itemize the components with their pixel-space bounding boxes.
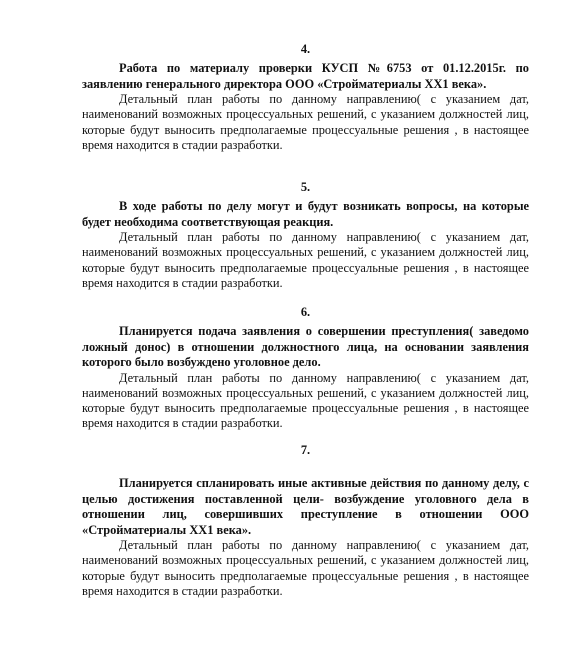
section-4 xyxy=(82,42,529,153)
section-heading: Работа по материалу проверки КУСП №6753 от 01.12.2015г. по заявлению генерального директора ООО «Стройматериалы XX1 века». xyxy=(82,61,529,91)
section-number: 5. xyxy=(300,180,311,194)
section-6 xyxy=(82,305,529,432)
section-heading: Планируется подача заявления о совершении преступления( заведомо ложный донос) в отношении должностного лица, на основании заявления которого было возбуждено уголовное дело. xyxy=(82,324,529,369)
section-5 xyxy=(82,180,529,291)
section-number: 4. xyxy=(300,42,311,56)
section-heading: Планируется спланировать иные активные действия по данному делу, с целью достижения поставленной цели- возбуждение уголовного дела в отношении лиц, совершивших преступление в отношении ООО «Стройматериалы XX1 века». xyxy=(82,476,529,537)
section-number: 7. xyxy=(300,443,311,457)
section-body: Детальный план работы по данному направлению( с указанием дат, наименований возможных процессуальных решений, с указанием должностей лиц, которые будут выносить предполагаемые процессуальные решения , в настоящее время находится в стадии разработки. xyxy=(82,538,529,598)
section-7 xyxy=(82,443,529,599)
section-number: 6. xyxy=(300,305,311,319)
section-body: Детальный план работы по данному направлению( с указанием дат, наименований возможных процессуальных решений, с указанием должностей лиц, которые будут выносить предполагаемые процессуальные решения , в настоящее время находится в стадии разработки. xyxy=(82,92,529,152)
section-body: Детальный план работы по данному направлению( с указанием дат, наименований возможных процессуальных решений, с указанием должностей лиц, которые будут выносить предполагаемые процессуальные решения , в настоящее время находится в стадии разработки. xyxy=(82,370,529,431)
section-body: Детальный план работы по данному направлению( с указанием дат, наименований возможных процессуальных решений, с указанием должностей лиц, которые будут выносить предполагаемые процессуальные решения , в настоящее время находится в стадии разработки. xyxy=(82,230,529,290)
section-heading: В ходе работы по делу могут и будут возникать вопросы, на которые будет необходима соответствующая реакция. xyxy=(82,199,529,229)
